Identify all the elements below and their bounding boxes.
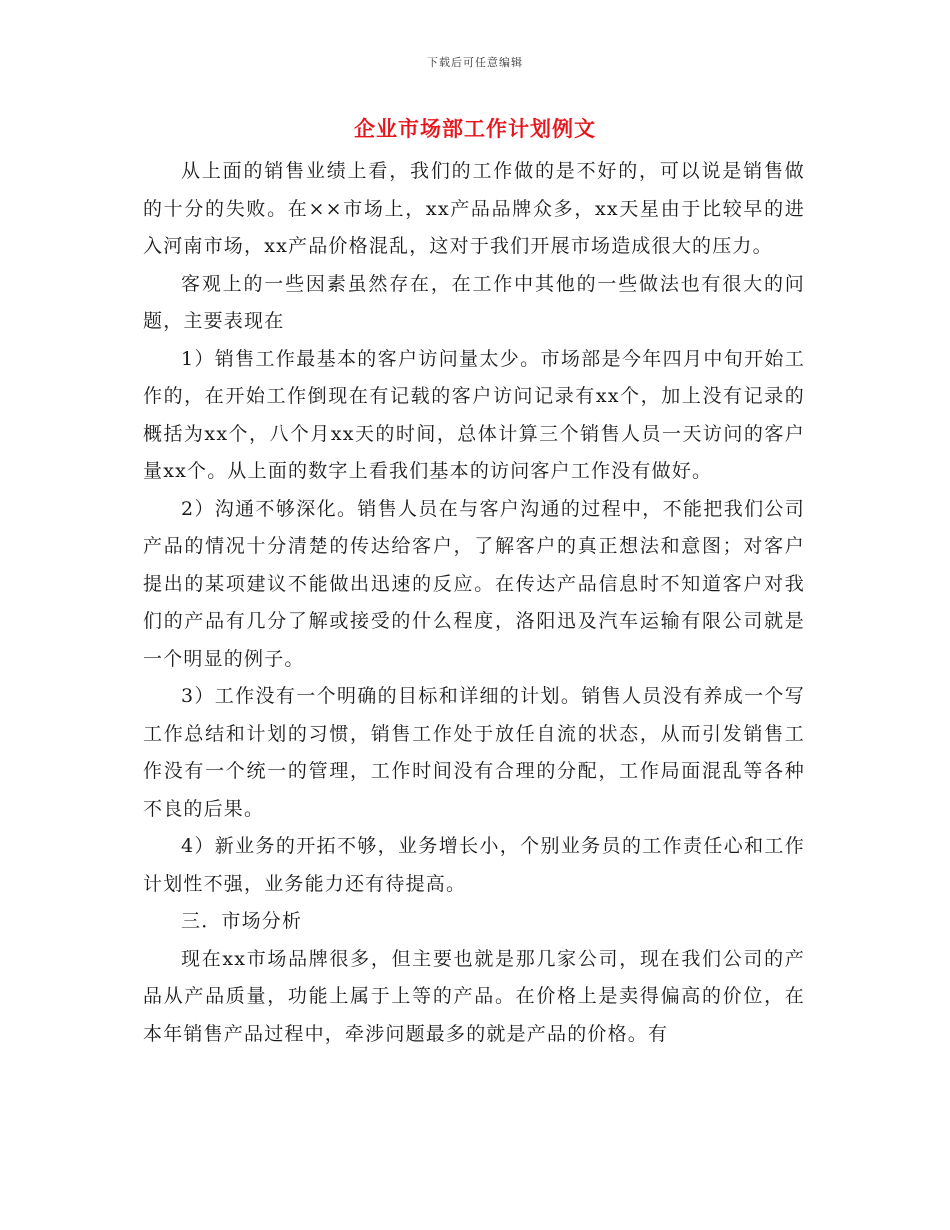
document-title: 企业市场部工作计划例文 [354, 116, 596, 141]
paragraph: 2）沟通不够深化。销售人员在与客户沟通的过程中，不能把我们公司产品的情况十分清楚的传达给客户，了解客户的真正想法和意图；对客户提出的某项建议不能做出迅速的反应。在传达产品信息时不知道客户对我们的产品有几分了解或接受的什么程度，洛阳迅及汽车运输有限公司就是一个明显的例子。 [143, 497, 805, 670]
document-body [143, 153, 805, 1053]
section-heading: 三．市场分析 [181, 910, 303, 932]
header-note: 下载后可任意编辑 [427, 56, 523, 69]
paragraph: 1）销售工作最基本的客户访问量太少。市场部是今年四月中旬开始工作的，在开始工作倒现在有记载的客户访问记录有xx个，加上没有记录的概括为xx个，八个月xx天的时间，总体计算三个销售人员一天访问的客户量xx个。从上面的数字上看我们基本的访问客户工作没有做好。 [143, 347, 805, 482]
paragraph: 现在xx市场品牌很多，但主要也就是那几家公司，现在我们公司的产品从产品质量，功能上属于上等的产品。在价格上是卖得偏高的价位，在本年销售产品过程中，牵涉问题最多的就是产品的价格。有 [143, 947, 805, 1045]
paragraph: 4）新业务的开拓不够，业务增长小，个别业务员的工作责任心和工作计划性不强，业务能力还有待提高。 [143, 835, 805, 895]
paragraph: 3）工作没有一个明确的目标和详细的计划。销售人员没有养成一个写工作总结和计划的习惯，销售工作处于放任自流的状态，从而引发销售工作没有一个统一的管理，工作时间没有合理的分配，工作局面混乱等各种不良的后果。 [143, 685, 805, 820]
paragraph: 从上面的销售业绩上看，我们的工作做的是不好的，可以说是销售做的十分的失败。在××市场上，xx产品品牌众多，xx天星由于比较早的进入河南市场，xx产品价格混乱，这对于我们开展市场造成很大的压力。 [143, 160, 805, 257]
paragraph: 客观上的一些因素虽然存在，在工作中其他的一些做法也有很大的问题，主要表现在 [143, 272, 805, 332]
